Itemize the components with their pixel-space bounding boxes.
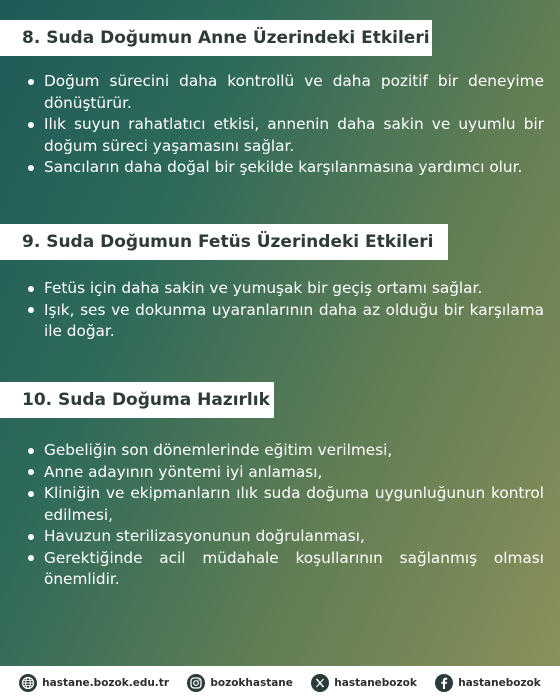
- x-label: hastanebozok: [334, 677, 417, 689]
- bullet-icon: [28, 165, 34, 171]
- bullet-icon: [28, 122, 34, 128]
- list-item: [24, 71, 544, 114]
- bullet-icon: [28, 469, 34, 475]
- bullet-icon: [28, 307, 34, 313]
- list-item: [24, 300, 544, 343]
- list-item: [24, 157, 544, 179]
- list-item-text: Gebeliğin son dönemlerinde eğitim verilmesi,: [44, 441, 393, 459]
- list-item-text: Kliniğin ve ekipmanların ılık suda doğuma uygunluğunun kontrol edilmesi,: [44, 484, 544, 524]
- list-item: [24, 440, 544, 462]
- facebook-label: hastanebozok: [458, 677, 541, 689]
- list-item-text: Gerektiğinde acil müdahale koşullarının sağlanmış olması önemlidir.: [44, 548, 544, 588]
- list-item: [24, 526, 544, 548]
- list-item-text: Işık, ses ve dokunma uyaranlarının daha az olduğu bir karşılama ile doğar.: [44, 300, 544, 340]
- website-link[interactable]: [19, 674, 169, 692]
- section-9-heading: 9. Suda Doğumun Fetüs Üzerindeki Etkileri: [0, 224, 448, 260]
- list-item-text: Ilık suyun rahatlatıcı etkisi, annenin daha sakin ve uyumlu bir doğum süreci yaşamasını sağlar.: [44, 115, 544, 155]
- list-item-text: Anne adayının yöntemi iyi anlaması,: [44, 462, 323, 481]
- bullet-icon: [28, 491, 34, 497]
- list-item: [24, 483, 544, 526]
- bullet-icon: [28, 534, 34, 540]
- instagram-label: bozokhastane: [210, 677, 293, 689]
- x-logo-icon: [311, 674, 329, 692]
- section-9-list: [24, 278, 544, 343]
- footer-bar: [0, 666, 560, 700]
- instagram-link[interactable]: [187, 674, 293, 692]
- bullet-icon: [28, 79, 34, 85]
- section-10-list: [24, 440, 544, 591]
- bullet-icon: [28, 448, 34, 454]
- globe-icon: [19, 674, 37, 692]
- instagram-icon: [187, 674, 205, 692]
- bullet-icon: [28, 555, 34, 561]
- list-item: [24, 278, 544, 300]
- list-item: [24, 114, 544, 157]
- list-item-text: Sancıların daha doğal bir şekilde karşılanmasına yardımcı olur.: [44, 158, 523, 176]
- section-8-heading: 8. Suda Doğumun Anne Üzerindeki Etkileri: [0, 20, 432, 56]
- list-item-text: Havuzun sterilizasyonunun doğrulanması,: [44, 527, 365, 545]
- facebook-link[interactable]: [435, 674, 541, 692]
- x-link[interactable]: [311, 674, 417, 692]
- list-item: [24, 462, 544, 484]
- website-label: hastane.bozok.edu.tr: [42, 677, 169, 689]
- list-item-text: Fetüs için daha sakin ve yumuşak bir geçiş ortamı sağlar.: [44, 279, 483, 297]
- facebook-icon: [435, 674, 453, 692]
- list-item: [24, 548, 544, 591]
- section-10-heading: 10. Suda Doğuma Hazırlık: [0, 382, 274, 418]
- bullet-icon: [28, 286, 34, 292]
- section-8-list: [24, 71, 544, 179]
- list-item-text: Doğum sürecini daha kontrollü ve daha pozitif bir deneyime dönüştürür.: [44, 72, 544, 112]
